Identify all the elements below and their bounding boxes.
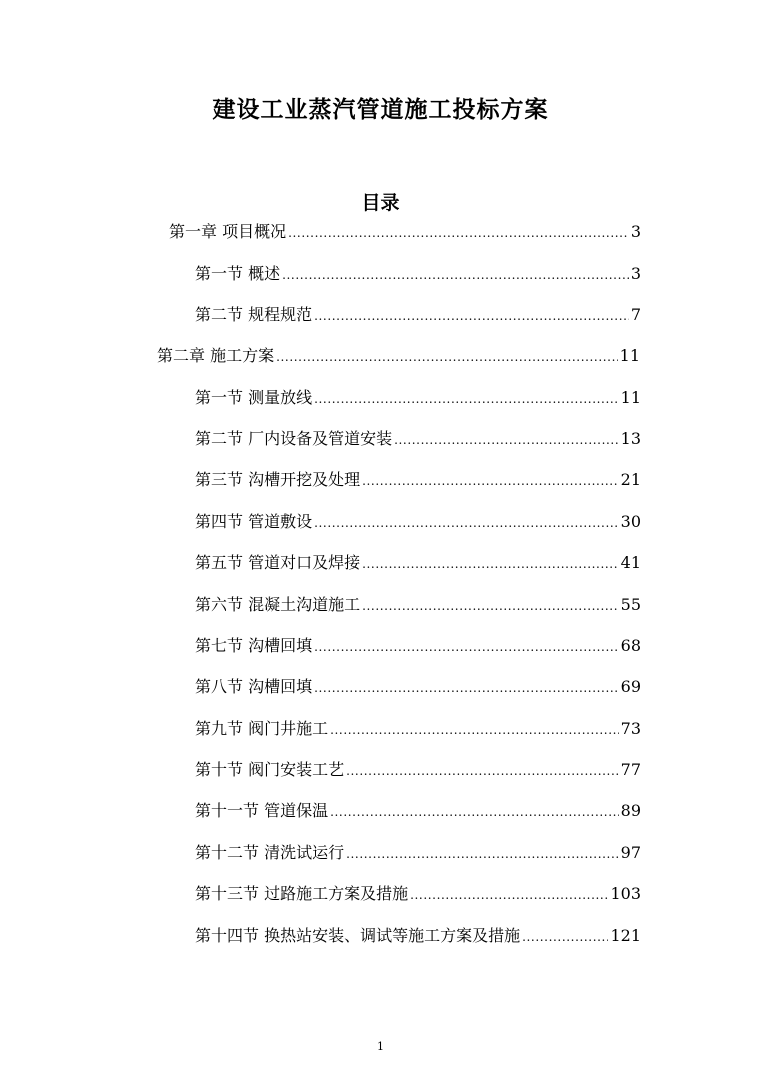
toc-entry-page: 69: [620, 677, 641, 696]
toc-leader-dots: [276, 344, 618, 370]
toc-entry-page: 121: [610, 926, 641, 945]
toc-entry-section[interactable]: [195, 798, 641, 824]
toc-entry-page: 68: [620, 636, 641, 655]
toc-entry-section[interactable]: [195, 385, 641, 411]
toc-entry-section[interactable]: [195, 302, 641, 328]
toc-entry-section[interactable]: [195, 261, 641, 287]
toc-leader-dots: [314, 510, 619, 536]
toc-entry-section[interactable]: [195, 757, 641, 783]
document-title: 建设工业蒸汽管道施工投标方案: [212, 97, 549, 123]
toc-entry-title: 第九节 阀门井施工: [195, 719, 329, 738]
toc-entry-title: 第七节 沟槽回填: [195, 636, 313, 655]
toc-entry-section[interactable]: [195, 674, 641, 700]
toc-entry-title: 第五节 管道对口及焊接: [195, 553, 361, 572]
toc-leader-dots: [314, 303, 629, 329]
toc-entry-section[interactable]: [195, 716, 641, 742]
toc-leader-dots: [362, 593, 619, 619]
toc-entry-section[interactable]: [195, 467, 641, 493]
toc-entry-title: 第十二节 清洗试运行: [195, 843, 345, 862]
toc-entry-page: 77: [620, 760, 641, 779]
toc-entry-title: 第八节 沟槽回填: [195, 677, 313, 696]
toc-entry-page: 55: [620, 595, 641, 614]
toc-entry-title: 第一章 项目概况: [169, 222, 287, 241]
toc-leader-dots: [282, 262, 629, 288]
toc-entry-title: 第一节 测量放线: [195, 388, 313, 407]
toc-entry-page: 11: [620, 388, 641, 407]
toc-entry-title: 第十四节 换热站安装、调试等施工方案及措施: [195, 926, 521, 945]
toc-entry-section[interactable]: [195, 881, 641, 907]
toc-entry-title: 第十三节 过路施工方案及措施: [195, 884, 409, 903]
toc-entry-title: 第一节 概述: [195, 264, 281, 283]
toc-leader-dots: [410, 882, 608, 908]
toc-entry-page: 103: [610, 884, 641, 903]
toc-entry-chapter[interactable]: [169, 219, 641, 245]
toc-leader-dots: [330, 717, 619, 743]
toc-leader-dots: [314, 386, 619, 412]
toc-leader-dots: [346, 841, 619, 867]
toc-leader-dots: [314, 675, 619, 701]
toc-entry-section[interactable]: [195, 426, 641, 452]
toc-entry-section[interactable]: [195, 633, 641, 659]
toc-leader-dots: [314, 634, 619, 660]
toc-heading: 目录: [361, 192, 400, 214]
toc-entry-title: 第六节 混凝土沟道施工: [195, 595, 361, 614]
toc-leader-dots: [346, 758, 619, 784]
toc-leader-dots: [288, 220, 629, 246]
toc-entry-title: 第二章 施工方案: [157, 346, 275, 365]
toc-entry-section[interactable]: [195, 550, 641, 576]
toc-entry-page: 41: [620, 553, 641, 572]
toc-entry-page: 89: [620, 801, 641, 820]
toc-entry-page: 3: [630, 222, 641, 241]
toc-entry-section[interactable]: [195, 592, 641, 618]
toc-leader-dots: [362, 468, 619, 494]
page-number: 1: [377, 1040, 384, 1053]
toc-entry-title: 第三节 沟槽开挖及处理: [195, 470, 361, 489]
toc-entry-page: 21: [620, 470, 641, 489]
toc-leader-dots: [362, 551, 619, 577]
toc-entry-page: 3: [630, 264, 641, 283]
toc-entry-page: 7: [630, 305, 641, 324]
toc-entry-page: 13: [620, 429, 641, 448]
toc-entry-page: 11: [619, 346, 640, 365]
toc-leader-dots: [394, 427, 619, 453]
toc-leader-dots: [330, 799, 619, 825]
toc-entry-title: 第二节 规程规范: [195, 305, 313, 324]
toc-leader-dots: [522, 924, 608, 950]
toc-entry-page: 30: [620, 512, 641, 531]
toc-entry-title: 第十一节 管道保温: [195, 801, 329, 820]
toc-entry-title: 第十节 阀门安装工艺: [195, 760, 345, 779]
toc-entry-title: 第四节 管道敷设: [195, 512, 313, 531]
toc-entry-section[interactable]: [195, 923, 641, 949]
toc-entry-page: 73: [620, 719, 641, 738]
toc-entry-title: 第二节 厂内设备及管道安装: [195, 429, 393, 448]
toc-entry-section[interactable]: [195, 509, 641, 535]
toc-entry-section[interactable]: [195, 840, 641, 866]
toc-entry-chapter[interactable]: [157, 343, 640, 369]
toc-entry-page: 97: [620, 843, 641, 862]
